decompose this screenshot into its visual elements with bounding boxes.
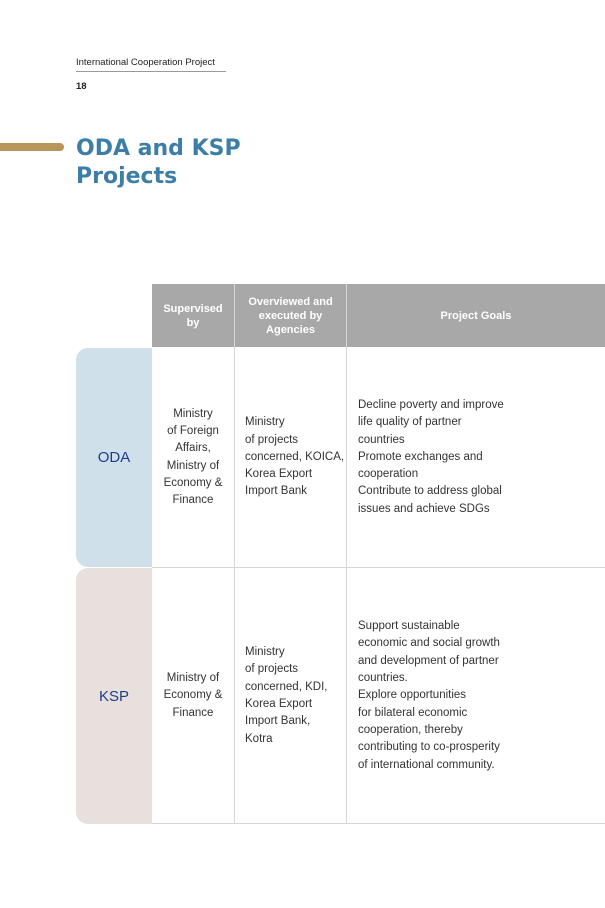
cell-line: Ministry <box>245 646 285 659</box>
cell-line: of Foreign <box>167 424 219 437</box>
cell-line: Ministry of <box>166 459 220 472</box>
cell-line: cooperation <box>358 468 419 481</box>
cell-line: of projects <box>245 433 299 446</box>
row-label-ksp: KSP <box>76 568 152 824</box>
section-title <box>76 135 241 191</box>
cell-line: and development of partner <box>358 654 499 667</box>
cell-line: Economy & <box>163 689 223 702</box>
oda-goals-cell <box>347 348 605 567</box>
cell-line: Affairs, <box>175 442 211 455</box>
cell-line: Support sustainable <box>358 620 460 633</box>
cell-line: economic and social growth <box>358 637 500 650</box>
cell-line: Explore opportunities <box>358 689 467 702</box>
running-header-title: International Cooperation Project <box>76 57 226 72</box>
cell-line: Korea Export <box>245 698 313 710</box>
cell-line: of international community. <box>358 758 495 771</box>
table-divider <box>152 567 605 568</box>
header-agencies: Overviewed and executed by Agencies <box>235 284 346 347</box>
cell-line: Promote exchanges and <box>358 450 483 463</box>
cell-line: Ministry of <box>166 672 220 685</box>
oda-agencies-cell <box>235 348 346 567</box>
cell-line: Ministry <box>173 407 213 420</box>
cell-line: Import Bank, <box>245 715 311 728</box>
cell-line: for bilateral economic <box>358 706 468 719</box>
header-project-goals: Project Goals <box>347 284 605 347</box>
page-number: 18 <box>76 81 87 92</box>
cell-line: Kotra <box>245 732 273 745</box>
cell-line: Finance <box>172 706 214 719</box>
cell-line: countries. <box>358 672 408 685</box>
cell-line: Contribute to address global <box>358 485 502 498</box>
cell-line: Decline poverty and improve <box>358 398 504 411</box>
cell-line: of projects <box>245 663 299 676</box>
cell-line: issues and achieve SDGs <box>358 502 490 515</box>
cell-line: concerned, KDI, <box>245 680 328 693</box>
cell-line: concerned, KOICA, <box>245 450 345 463</box>
cell-line: Finance <box>172 494 214 507</box>
cell-line: Ministry <box>245 416 285 429</box>
ksp-supervised-cell <box>152 568 234 824</box>
cell-line: countries <box>358 433 405 446</box>
cell-line: life quality of partner <box>358 416 462 429</box>
cell-line: Import Bank <box>245 485 307 498</box>
section-title-line: ODA and KSP <box>76 136 241 161</box>
table-divider <box>346 284 347 824</box>
row-label-oda: ODA <box>76 348 152 567</box>
header-supervised-by: Supervised by <box>152 284 234 347</box>
section-accent-bar <box>0 143 64 151</box>
oda-supervised-cell <box>152 348 234 567</box>
table-divider <box>152 823 605 824</box>
section-title-line: Projects <box>76 164 178 189</box>
ksp-goals-cell <box>347 568 605 824</box>
cell-line: cooperation, thereby <box>358 723 463 736</box>
table-divider <box>234 284 235 824</box>
cell-line: contributing to co-prosperity <box>358 741 500 754</box>
cell-line: Economy & <box>163 476 223 489</box>
cell-line: Korea Export <box>245 468 313 481</box>
ksp-agencies-cell <box>235 568 346 824</box>
